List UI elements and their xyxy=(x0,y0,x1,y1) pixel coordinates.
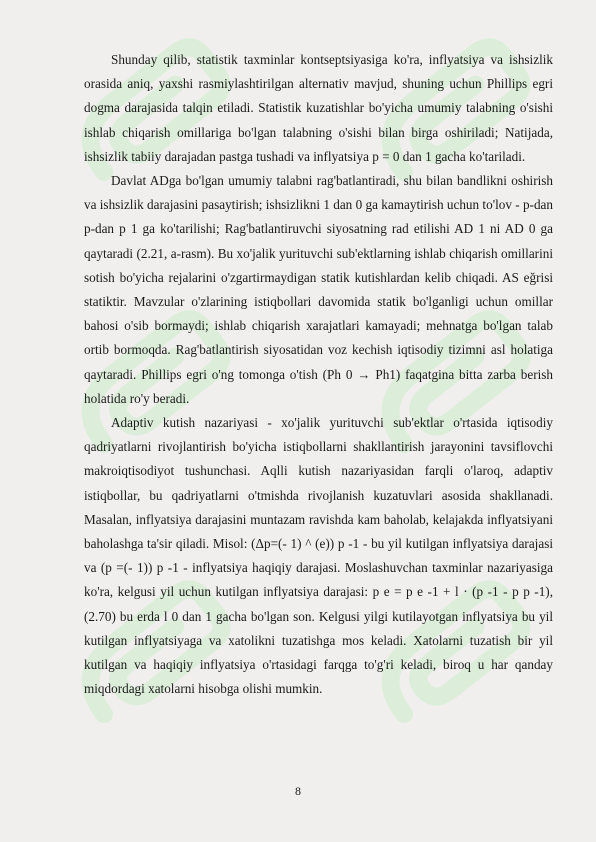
document-body xyxy=(84,48,553,701)
paragraph: Davlat ADga bo'lgan umumiy talabni rag'batlantiradi, shu bilan bandlikni oshirish va ishsizlik darajasini pasaytirish; ishsizlikni 1 dan 0 ga kamaytirish uchun to'lov - p-dan p-dan p 1 ga ko'tarilishi; Rag'batlantiruvchi siyosatning rad etilishi AD 1 ni AD 0 ga qaytaradi (2.21, a-rasm). Bu xo'jalik yurituvchi sub'ektlarning ishlab chiqarish omillarini sotish bo'yicha rejalarini o'zgartirmaydigan statik kutishlardan kelib chiqadi. AS eğrisi statiktir. Mavzular o'zlarining istiqbollari davomida statik bo'lganligi uchun omillar bahosi o'sib bormaydi; ishlab chiqarish xarajatlari kamayadi; mehnatga bo'lgan talab ortib bormoqda. Rag'batlantirish siyosatidan voz kechish iqtisodiy tizimni asl holatiga qaytaradi. Phillips egri o'ng tomonga o'tish (Ph 0 → Ph1) faqatgina bitta zarba berish holatida ro'y beradi. xyxy=(84,173,553,406)
paragraph: Adaptiv kutish nazariyasi - xo'jalik yurituvchi sub'ektlar o'rtasida iqtisodiy qadriyatlarni rivojlantirish bo'yicha istiqbollarni shakllantirish jarayonini tavsiflovchi makroiqtisodiyot tushunchasi. Aqlli kutish nazariyasidan farqli o'laroq, adaptiv istiqbollar, bu qadriyatlarni o'tmishda rivojlanish kuzatuvlari asosida shakllanadi. Masalan, inflyatsiya darajasini muntazam ravishda kam baholab, kelajakda inflyatsiyani baholashga ta'sir qiladi. Misol: (Δp=(- 1) ^ (e)) p -1 - bu yil kutilgan inflyatsiya darajasi va (p =(- 1)) p -1 - inflyatsiya haqiqiy darajasi. Moslashuvchan taxminlar nazariyasiga ko'ra, kelgusi yil uchun kutilgan inflyatsiya darajasi: p e = p e -1 + l · (p -1 - p p -1), (2.70) bu erda l 0 dan 1 gacha bo'lgan son. Kelgusi yilgi kutilayotgan inflyatsiya bu yil kutilgan inflyatsiyaga va xatolikni tuzatishga mos keladi. Xatolarni tuzatish bir yil kutilgan va haqiqiy inflyatsiya o'rtasidagi farqga to'g'ri keladi, biroq u har qanday miqdordagi xatolarni hisobga olishi mumkin. xyxy=(84,415,553,697)
paragraph: Shunday qilib, statistik taxminlar kontseptsiyasiga ko'ra, inflyatsiya va ishsizlik orasida aniq, yaxshi rasmiylashtirilgan alternativ mavjud, shuning uchun Phillips egri dogma darajasida talqin etiladi. Statistik kuzatishlar bo'yicha umumiy talabning o'sishi ishlab chiqarish omillariga bo'lgan talabning o'sishi bilan birga oshiriladi; Natijada, ishsizlik tabiiy darajadan pastga tushadi va inflyatsiya p = 0 dan 1 gacha ko'tariladi. xyxy=(84,52,553,164)
page-number: 8 xyxy=(295,784,301,798)
